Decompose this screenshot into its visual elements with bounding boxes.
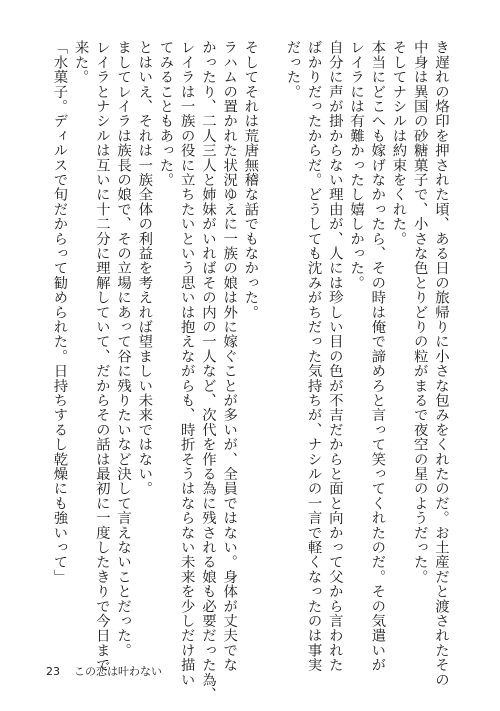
text-line: 来た。 — [72, 40, 89, 85]
text-line: そしてナシルは約束をくれた。 — [390, 40, 407, 246]
text-line: 中身は異国の砂糖菓子で、小さな色とりどりの粒がまるで夜空の星のようだった。 — [411, 40, 428, 584]
text-line: ばかりだったからだ。どうしても沈みがちだった気持ちが、ナシルの一言で軽くなったのは事実 — [305, 40, 322, 673]
page-footer — [46, 663, 162, 679]
text-line: ラハムの置かれた状況ゆえに一族の娘は外に嫁ぐことが多いが、全員ではない。身体が丈夫でな — [221, 40, 238, 673]
text-line: き遅れの烙印を押された頃、ある日の旅帰りに小さな包みをくれたのだ。お土産だと渡されたその — [432, 40, 449, 687]
text-line: 自分に声が掛からない理由が、人には珍しい目の色が不吉だからと面と向かって父から言われた — [326, 40, 343, 673]
text-line: てみることもあった。 — [157, 40, 174, 187]
text-line: レイラには有難かったし嬉しかった。 — [348, 40, 365, 290]
text-line: ましてレイラは族長の娘で、その立場にあって谷に残りたいなど決して言えないことだった。 — [115, 40, 132, 658]
text-line: とはいえ、それは一族全体の利益を考えれば望ましい未来ではない。 — [136, 40, 153, 496]
text-line: レイラは一族の役に立ちたいという思いは抱えながらも、時折そうはならない未来を少しだけ描い — [178, 40, 195, 687]
text-line: そしてそれは荒唐無稽な話でもなかった。 — [242, 40, 259, 320]
text-line: かったり、二人三人と姉妹がいればその内の一人など、次代を作る為に残される娘も必要だった為、 — [199, 40, 216, 702]
page-number: 23 — [46, 665, 60, 678]
paragraph-gap — [264, 40, 278, 630]
text-line: 本当にどこへも嫁げなかったら、その時は俺で諦めろと言って笑ってくれたのだ。その気遣いが — [369, 40, 386, 673]
running-title: この恋は叶わない — [74, 665, 162, 678]
text-line: 「水菓子。ディルスで旬だからって勧められた。日持ちするし乾燥にも強いって」 — [51, 40, 68, 584]
text-line: だった。 — [284, 40, 301, 99]
text-line: レイラとナシルは互いに十二分に理解していて、だからその話は最初に一度したきりで今日まで — [93, 40, 110, 673]
